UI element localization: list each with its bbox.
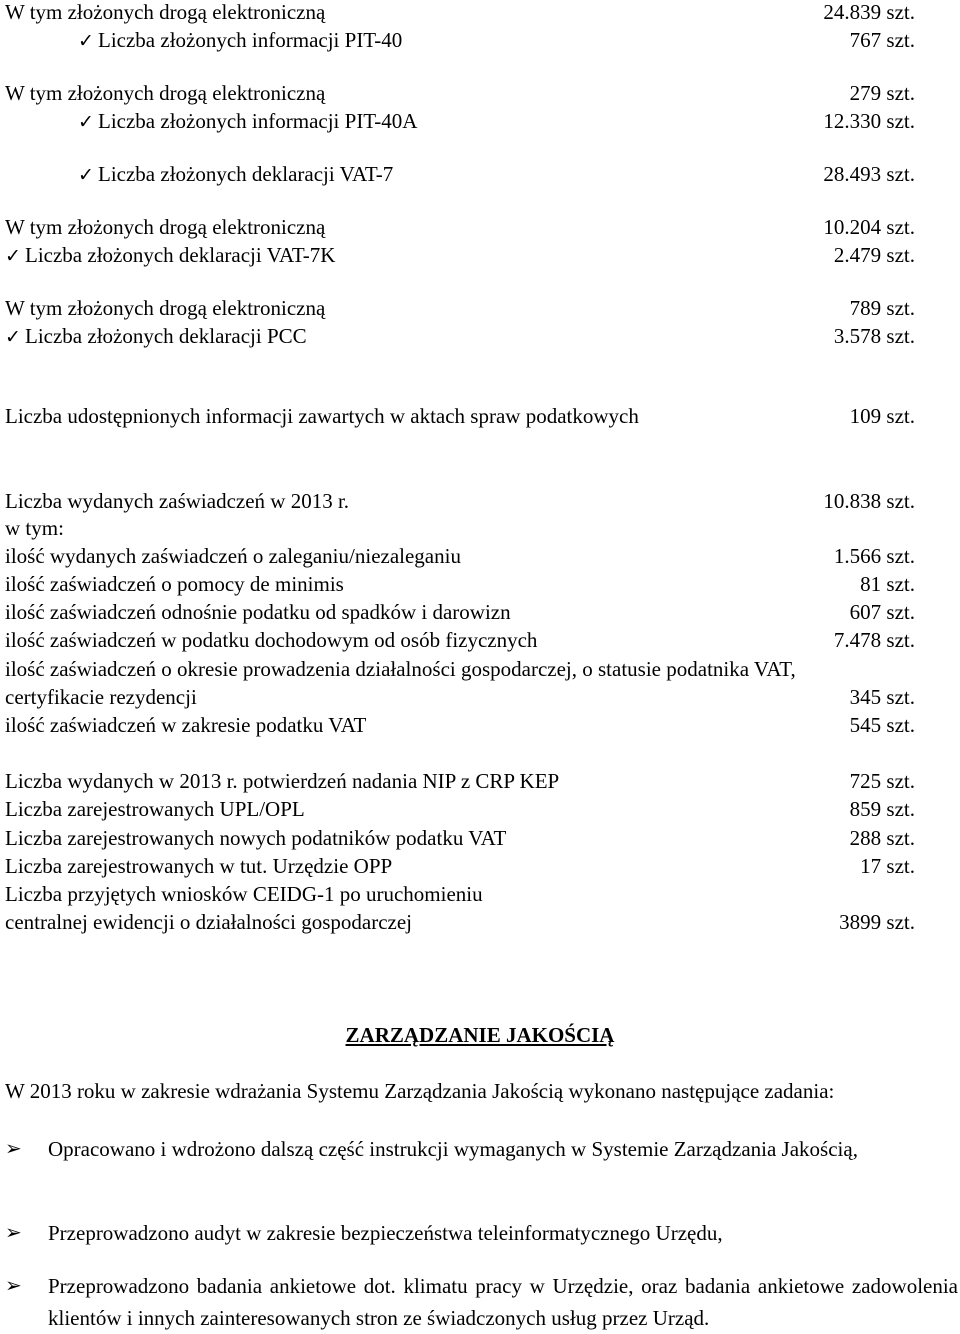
stat-label: centralnej ewidencji o działalności gospodarczej	[5, 910, 412, 934]
section-heading: ZARZĄDZANIE JAKOŚCIĄ	[345, 1023, 615, 1047]
stat-label: Liczba udostępnionych informacji zawartych w aktach spraw podatkowych	[5, 404, 639, 428]
list-item-text: Przeprowadzono audyt w zakresie bezpieczeństwa teleinformatycznego Urzędu,	[48, 1221, 723, 1245]
stat-value: 17 szt.	[860, 854, 915, 878]
stat-value: 3.578 szt.	[833, 324, 915, 348]
checkmark-icon: ✓	[78, 31, 94, 52]
stat-line	[5, 626, 915, 654]
stat-value: 345 szt.	[849, 685, 915, 709]
stat-label: certyfikacie rezydencji	[5, 685, 197, 709]
stat-line	[5, 487, 915, 515]
stat-label: w tym:	[5, 516, 64, 540]
stat-line	[5, 294, 915, 322]
stat-line	[78, 107, 915, 135]
stat-label: ilość zaświadczeń w zakresie podatku VAT	[5, 713, 367, 737]
stat-value: 725 szt.	[849, 769, 915, 793]
stat-value: 545 szt.	[849, 713, 915, 737]
stat-value: 607 szt.	[849, 600, 915, 624]
stat-line	[5, 824, 915, 852]
stat-label: Liczba złożonych informacji PIT-40A	[98, 109, 418, 133]
checkmark-icon: ✓	[78, 112, 94, 133]
section-intro: W 2013 roku w zakresie wdrażania Systemu Zarządzania Jakością wykonano następujące zadania:	[5, 1079, 835, 1103]
checkmark-icon: ✓	[5, 246, 21, 267]
stat-label: W tym złożonych drogą elektroniczną	[5, 296, 326, 320]
arrow-bullet-icon: ➢	[5, 1222, 22, 1244]
list-item	[5, 1270, 958, 1334]
stat-label: Liczba złożonych deklaracji VAT-7	[98, 162, 394, 186]
stat-line	[5, 683, 915, 711]
stat-value: 10.838 szt.	[823, 489, 915, 513]
stat-value: 24.839 szt.	[823, 0, 915, 24]
stat-line	[78, 26, 915, 54]
list-item	[5, 1133, 958, 1165]
stat-label: W tym złożonych drogą elektroniczną	[5, 81, 326, 105]
stat-line	[5, 241, 915, 269]
list-item-text: Przeprowadzono badania ankietowe dot. klimatu pracy w Urzędzie, oraz badania ankietowe zadowolenia klientów i innych zainteresowanych stron ze świadczonych usług przez Urząd.	[48, 1274, 958, 1330]
stat-value: 2.479 szt.	[833, 243, 915, 267]
stat-line	[78, 160, 915, 188]
stat-value: 28.493 szt.	[823, 162, 915, 186]
stat-line	[5, 795, 915, 823]
stat-value: 1.566 szt.	[833, 544, 915, 568]
list-item	[5, 1217, 958, 1249]
stat-line	[5, 79, 915, 107]
stat-value: 81 szt.	[860, 572, 915, 596]
arrow-bullet-icon: ➢	[5, 1275, 22, 1297]
stat-label: ilość zaświadczeń odnośnie podatku od spadków i darowizn	[5, 600, 511, 624]
stat-label: Liczba złożonych deklaracji VAT-7K	[25, 243, 336, 267]
stat-label: Liczba wydanych zaświadczeń w 2013 r.	[5, 489, 350, 513]
stat-line	[5, 0, 915, 26]
checkmark-icon: ✓	[5, 327, 21, 348]
stat-line	[5, 542, 915, 570]
stat-label: Liczba zarejestrowanych nowych podatników podatku VAT	[5, 826, 507, 850]
stat-value: 3899 szt.	[839, 910, 915, 934]
stat-label: W tym złożonych drogą elektroniczną	[5, 0, 326, 24]
stat-label: Liczba złożonych deklaracji PCC	[25, 324, 307, 348]
stat-value: 789 szt.	[849, 296, 915, 320]
stat-label: ilość zaświadczeń o okresie prowadzenia działalności gospodarczej, o statusie podatnika VAT,	[5, 657, 796, 681]
stat-line	[5, 598, 915, 626]
stat-line	[5, 514, 915, 542]
stat-line	[5, 402, 915, 430]
stat-line	[5, 767, 915, 795]
stat-line	[5, 322, 915, 350]
stat-line	[5, 908, 915, 936]
stat-label: ilość zaświadczeń w podatku dochodowym od osób fizycznych	[5, 628, 538, 652]
stat-value: 859 szt.	[849, 797, 915, 821]
stat-value: 288 szt.	[849, 826, 915, 850]
stat-label: Liczba zarejestrowanych UPL/OPL	[5, 797, 305, 821]
stat-line	[5, 711, 915, 739]
arrow-bullet-icon: ➢	[5, 1138, 22, 1160]
checkmark-icon: ✓	[78, 165, 94, 186]
stat-line	[5, 570, 915, 598]
stat-line	[5, 213, 915, 241]
stat-label: Liczba złożonych informacji PIT-40	[98, 28, 403, 52]
stat-label: Liczba przyjętych wniosków CEIDG-1 po uruchomieniu	[5, 882, 483, 906]
stat-value: 10.204 szt.	[823, 215, 915, 239]
stat-label: ilość wydanych zaświadczeń o zaleganiu/niezaleganiu	[5, 544, 461, 568]
stat-line	[5, 880, 915, 908]
list-item-text: Opracowano i wdrożono dalszą część instrukcji wymaganych w Systemie Zarządzania Jakością,	[48, 1137, 858, 1161]
stat-label: ilość zaświadczeń o pomocy de minimis	[5, 572, 344, 596]
stat-line	[5, 852, 915, 880]
stat-label: Liczba wydanych w 2013 r. potwierdzeń nadania NIP z CRP KEP	[5, 769, 560, 793]
stat-line	[5, 655, 940, 683]
stat-value: 767 szt.	[849, 28, 915, 52]
stat-value: 109 szt.	[849, 404, 915, 428]
stat-label: W tym złożonych drogą elektroniczną	[5, 215, 326, 239]
stat-label: Liczba zarejestrowanych w tut. Urzędzie OPP	[5, 854, 393, 878]
stat-value: 279 szt.	[849, 81, 915, 105]
stat-value: 7.478 szt.	[833, 628, 915, 652]
stat-value: 12.330 szt.	[823, 109, 915, 133]
